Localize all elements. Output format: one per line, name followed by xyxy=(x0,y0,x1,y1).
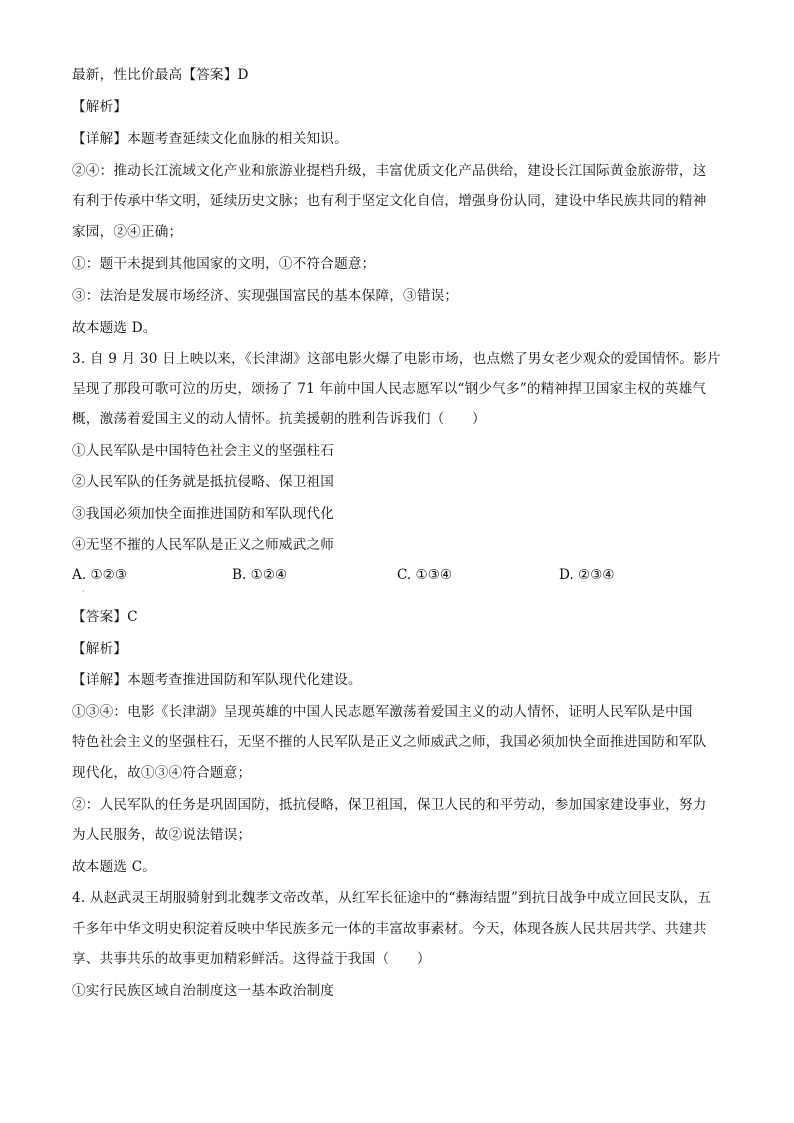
question-4-statement-1: ①实行民族区域自治制度这一基本政治制度 xyxy=(72,983,335,999)
question-3-line-2: 呈现了那段可歌可泣的历史，颂扬了 71 年前中国人民志愿军以“钢少气多”的精神捍卫国家主权的英雄气 xyxy=(72,381,707,397)
text-line-3: 【详解】本题考查延续文化血脉的相关知识。 xyxy=(72,131,348,147)
text-line-6: 家园，②④正确； xyxy=(72,224,183,240)
question-4-line-2: 千多年中华文明史积淀着反映中华民族多元一体的丰富故事素材。今天，体现各族人民共居共学、共建共 xyxy=(72,921,707,937)
text-line-8: ③：法治是发展市场经济、实现强国富民的基本保障，③错误； xyxy=(72,288,459,304)
statement-1: ①人民军队是中国特色社会主义的坚强柱石 xyxy=(72,443,335,459)
text-line-5: 有利于传承中华文明，延续历史文脉；也有利于坚定文化自信，增强身份认同，建设中华民族共同的精神 xyxy=(72,193,707,209)
text-line-4: ②④：推动长江流域文化产业和旅游业提档升级，丰富优质文化产品供给，建设长江国际黄金旅游带，这 xyxy=(72,163,707,179)
analysis-heading: 【解析】 xyxy=(72,641,128,657)
explanation-line-3: 现代化，故①③④符合题意； xyxy=(72,765,252,781)
statement-2: ②人民军队的任务就是抵抗侵略、保卫祖国 xyxy=(72,474,335,490)
statement-4: ④无坚不摧的人民军队是正义之师威武之师 xyxy=(72,537,335,553)
conclusion-line: 故本题选 C。 xyxy=(72,859,157,875)
explanation-line-4: ②：人民军队的任务是巩固国防，抵抗侵略，保卫祖国，保卫人民的和平劳动，参加国家建设事业，努力 xyxy=(72,797,707,813)
detail-line: 【详解】本题考查推进国防和军队现代化建设。 xyxy=(72,672,362,688)
statement-3: ③我国必须加快全面推进国防和军队现代化 xyxy=(72,506,335,522)
question-3-line-3: 概，激荡着爱国主义的动人情怀。抗美援朝的胜利告诉我们（ ） xyxy=(72,411,486,427)
stray-dot-mark: · xyxy=(82,587,85,596)
text-line-9: 故本题选 D。 xyxy=(72,320,157,336)
text-line-1: 最新，性比价最高【答案】D xyxy=(72,67,249,83)
explanation-line-2: 特色社会主义的坚强柱石，无坚不摧的人民军队是正义之师威武之师，我国必须加快全面推进国防和军队 xyxy=(72,734,707,750)
text-line-7: ①：题干未提到其他国家的文明，①不符合题意； xyxy=(72,256,376,272)
explanation-line-5: 为人民服务，故②说法错误； xyxy=(72,827,252,843)
question-3-line-1: 3. 自 9 月 30 日上映以来，《长津湖》这部电影火爆了电影市场，也点燃了男女老少观众的爱国情怀。影片 xyxy=(72,351,721,367)
option-d: D. ②③④ xyxy=(559,567,615,583)
option-c: C. ①③④ xyxy=(397,567,453,583)
option-b: B. ①②④ xyxy=(232,567,288,583)
answer-line: 【答案】C xyxy=(72,609,138,625)
text-line-2: 【解析】 xyxy=(72,99,128,115)
explanation-line-1: ①③④：电影《长津湖》呈现英雄的中国人民志愿军激荡着爱国主义的动人情怀，证明人民军队是中国 xyxy=(72,704,693,720)
question-4-line-1: 4. 从赵武灵王胡服骑射到北魏孝文帝改革，从红军长征途中的“彝海结盟”到抗日战争中成立回民支队，五 xyxy=(72,890,712,906)
option-a: A. ①②③ xyxy=(72,567,128,583)
question-4-line-3: 享、共事共乐的故事更加精彩鲜活。这得益于我国（ ） xyxy=(72,951,431,967)
